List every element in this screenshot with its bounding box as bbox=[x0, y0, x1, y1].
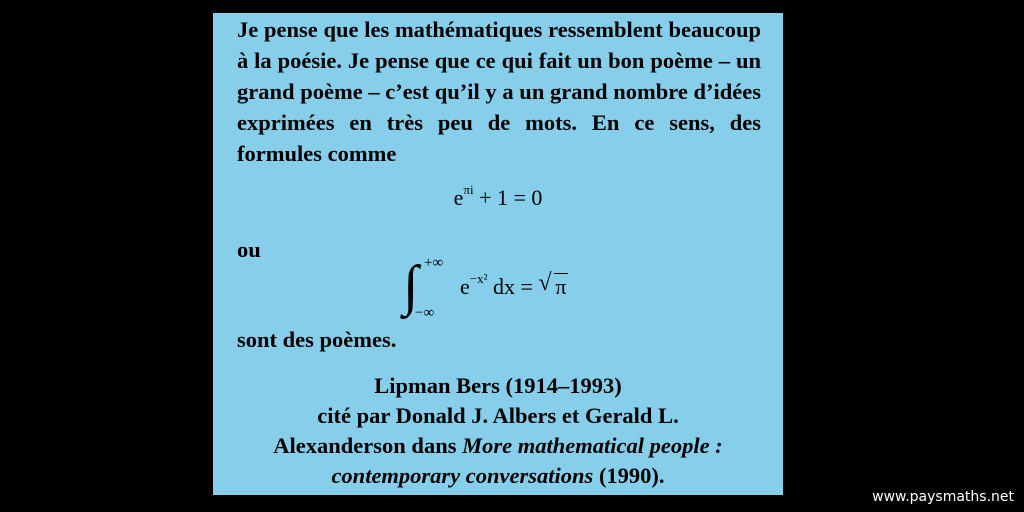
integral-upper-limit: +∞ bbox=[424, 255, 444, 271]
quote-connector: ou bbox=[237, 237, 261, 262]
formula-gaussian-integral bbox=[403, 253, 623, 333]
square-root bbox=[538, 270, 567, 300]
formula-euler-exponent: πi bbox=[463, 181, 474, 197]
attribution-source-prefix: Alexanderson dans bbox=[273, 433, 463, 458]
attribution-source-line1 bbox=[233, 431, 763, 461]
attribution-cited-by: cité par Donald J. Albers et Gerald L. bbox=[317, 403, 679, 428]
integral-lower-limit: −∞ bbox=[415, 305, 435, 321]
formula-euler-rest: + 1 = 0 bbox=[473, 185, 543, 210]
integral-sign: ∫ bbox=[403, 255, 419, 317]
integrand-exponent: −x² bbox=[469, 270, 488, 286]
attribution-year: (1990). bbox=[593, 463, 665, 488]
attribution-source-line2 bbox=[233, 461, 763, 491]
attribution bbox=[233, 371, 763, 491]
quote-card bbox=[213, 13, 783, 495]
attribution-book-title-part1: More mathematical people : bbox=[462, 433, 723, 458]
quote-conclusion: sont des poèmes. bbox=[237, 327, 397, 352]
quote-text: Je pense que les mathématiques ressemblent beaucoup à la poésie. Je pense que ce qui fait un bon poème – un grand poème – c’est qu’il y a un grand nombre d’idées exprimées en très peu de mots. En ce sens, des formules comme bbox=[237, 17, 761, 166]
integral-differential: dx = bbox=[493, 274, 539, 299]
integrand-base: e bbox=[460, 274, 470, 299]
radicand: π bbox=[555, 274, 567, 299]
attribution-book-title-part2: contemporary conversations bbox=[331, 463, 594, 488]
attribution-author: Lipman Bers (1914–1993) bbox=[374, 373, 622, 398]
formula-euler-base: e bbox=[453, 185, 464, 210]
formula-euler-identity bbox=[213, 181, 783, 211]
integral-body bbox=[460, 270, 568, 300]
radical-sign: √ bbox=[538, 270, 552, 296]
site-watermark: www.paysmaths.net bbox=[872, 489, 1014, 505]
